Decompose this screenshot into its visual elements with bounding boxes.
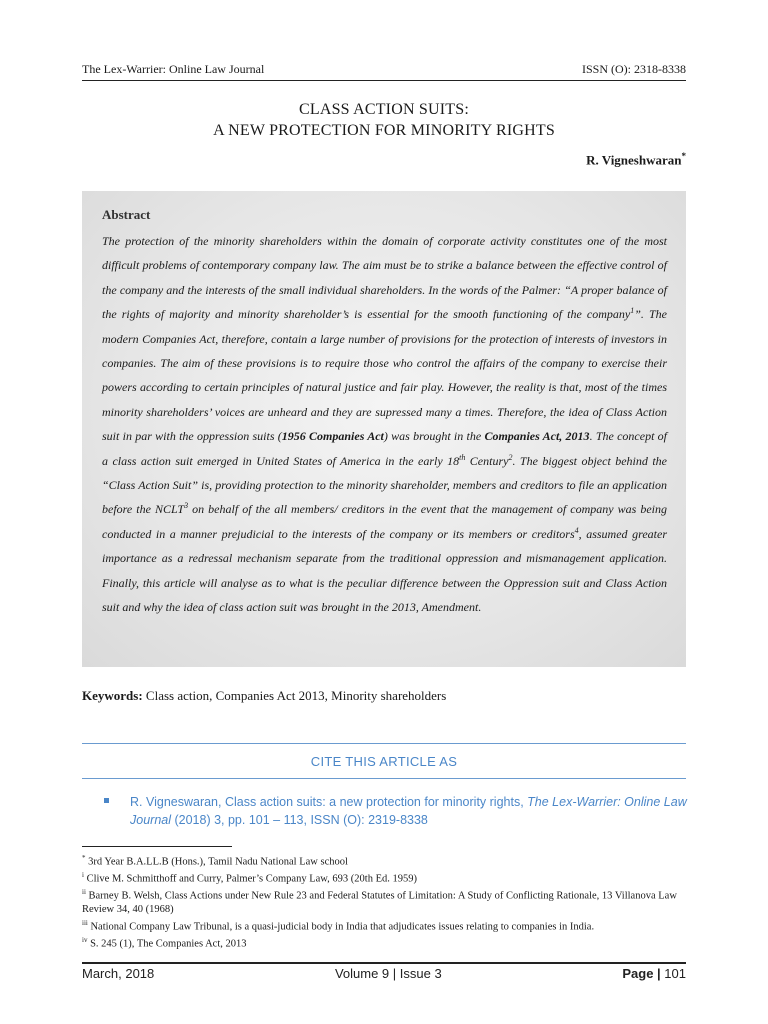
page-number: 101 xyxy=(664,966,686,981)
footnote-text: National Company Law Tribunal, is a quasi-judicial body in India that adjudicates issues relating to companies in India. xyxy=(87,921,595,933)
author xyxy=(586,151,686,168)
footnote-mark: iv xyxy=(82,935,88,944)
author-footnote-mark: * xyxy=(681,151,686,161)
footnote-mark: * xyxy=(82,854,86,862)
running-footer xyxy=(82,962,686,981)
bullet-icon xyxy=(104,798,109,803)
running-header xyxy=(82,62,686,81)
footnote-ref[interactable]: 1 xyxy=(630,306,635,316)
footnote-text: Clive M. Schmitthoff and Curry, Palmer’s Company Law, 693 (20th Ed. 1959) xyxy=(83,873,417,885)
footnote-text: 3rd Year B.A.LL.B (Hons.), Tamil Nadu National Law school xyxy=(85,856,348,868)
footer-page xyxy=(622,966,686,981)
footnote-mark: i xyxy=(82,871,84,880)
footnote xyxy=(82,852,688,869)
abstract-seg: ) was brought in the xyxy=(383,429,485,444)
abstract-seg: on behalf of the all members/ creditors in the event that the management of company was being conducted in a manner prejudicial to the interests of the company or its members or creditors xyxy=(102,502,667,541)
citation xyxy=(108,793,688,829)
abstract-seg: Century xyxy=(465,453,509,468)
abstract-heading: Abstract xyxy=(102,207,151,222)
title-line-1: CLASS ACTION SUITS: xyxy=(298,101,470,118)
footnote xyxy=(82,869,688,886)
abstract-seg: ”. The modern Companies Act, therefore, contain a large number of provisions for the protection of interests of investors in companies. The aim of these provisions is to require those who control the affairs of the company to exercise their powers according to certain principles of natural justice and fair play. However, the reality is that, most of the times minority shareholders’ voices are unheard and they are supressed many a times. Therefore, the idea of Class Action suit in par with the oppression suits ( xyxy=(102,307,667,444)
abstract-box xyxy=(82,191,686,667)
abstract-seg: , assumed greater importance as a redressal mechanism separate from the traditional oppression and mismanagement application. Finally, this article will analyse as to what is the peculiar difference between the Oppression suit and Class Action suit and why the idea of class action suit was brought in the 2013, Amendment. xyxy=(102,526,667,615)
footnote xyxy=(82,886,688,917)
citation-journal: The Lex-Warrier: Online Law Journal xyxy=(130,795,687,827)
footer-date: March, 2018 xyxy=(82,966,155,981)
abstract-bold: Companies Act, 2013 xyxy=(484,429,590,444)
abstract-bold: 1956 Companies Act xyxy=(281,429,384,444)
abstract-seg: . The biggest object behind the “Class Action Suit” is, providing protection to the minority shareholder, members and creditors to file an application before the NCLT xyxy=(102,453,667,517)
footer-volume: Volume 9 | Issue 3 xyxy=(334,966,442,981)
cite-heading xyxy=(82,743,686,779)
citation-part-1: R. Vigneswaran, Class action suits: a new protection for minority rights, xyxy=(130,795,528,809)
title-line-2: A NEW PROTECTION FOR MINORITY RIGHTS xyxy=(213,122,555,139)
footnote-ref[interactable]: 3 xyxy=(184,501,189,511)
citation-text xyxy=(108,793,688,829)
footnote xyxy=(82,934,688,951)
keywords-text: Class action, Companies Act 2013, Minority shareholders xyxy=(142,688,447,703)
footnote-mark: ii xyxy=(82,888,86,897)
issn: ISSN (O): 2318-8338 xyxy=(582,62,686,76)
footnote-mark: iii xyxy=(82,918,88,927)
cite-heading-text: CITE THIS ARTICLE AS xyxy=(310,753,458,769)
citation-part-2: (2018) 3, pp. 101 – 113, ISSN (O): 2319-8338 xyxy=(171,813,428,827)
footnote-text: S. 245 (1), The Companies Act, 2013 xyxy=(87,938,247,950)
footnotes xyxy=(82,852,688,951)
footnote-divider xyxy=(82,846,232,847)
footnote xyxy=(82,917,688,934)
footnote-ref[interactable]: 2 xyxy=(508,452,513,462)
keywords xyxy=(82,688,686,704)
keywords-label: Keywords: xyxy=(82,688,143,703)
footnote-ref[interactable]: 4 xyxy=(574,525,579,535)
page-label: Page | xyxy=(622,966,665,981)
article-title xyxy=(82,99,686,141)
journal-name: The Lex-Warrier: Online Law Journal xyxy=(82,62,265,76)
abstract-text xyxy=(102,229,667,620)
footnote-text: Barney B. Welsh, Class Actions under New Rule 23 and Federal Statutes of Limitation: A Study of Conflicting Rationale, 13 Villanova Law Review 34, 40 (1968) xyxy=(82,890,677,916)
ordinal-suffix: th xyxy=(459,452,466,462)
abstract-seg: The protection of the minority shareholders within the domain of corporate activity constitutes one of the most difficult problems of contemporary company law. The aim must be to strike a balance between the effective control of the company and the interests of the small individual shareholders. In the words of the Palmer: “A proper balance of the rights of majority and minority shareholder’s is essential for the smooth functioning of the company xyxy=(102,234,667,322)
author-name: R. Vigneshwaran xyxy=(586,152,682,168)
abstract-seg: . The concept of a class action suit emerged in United States of America in the early 18 xyxy=(102,429,668,468)
